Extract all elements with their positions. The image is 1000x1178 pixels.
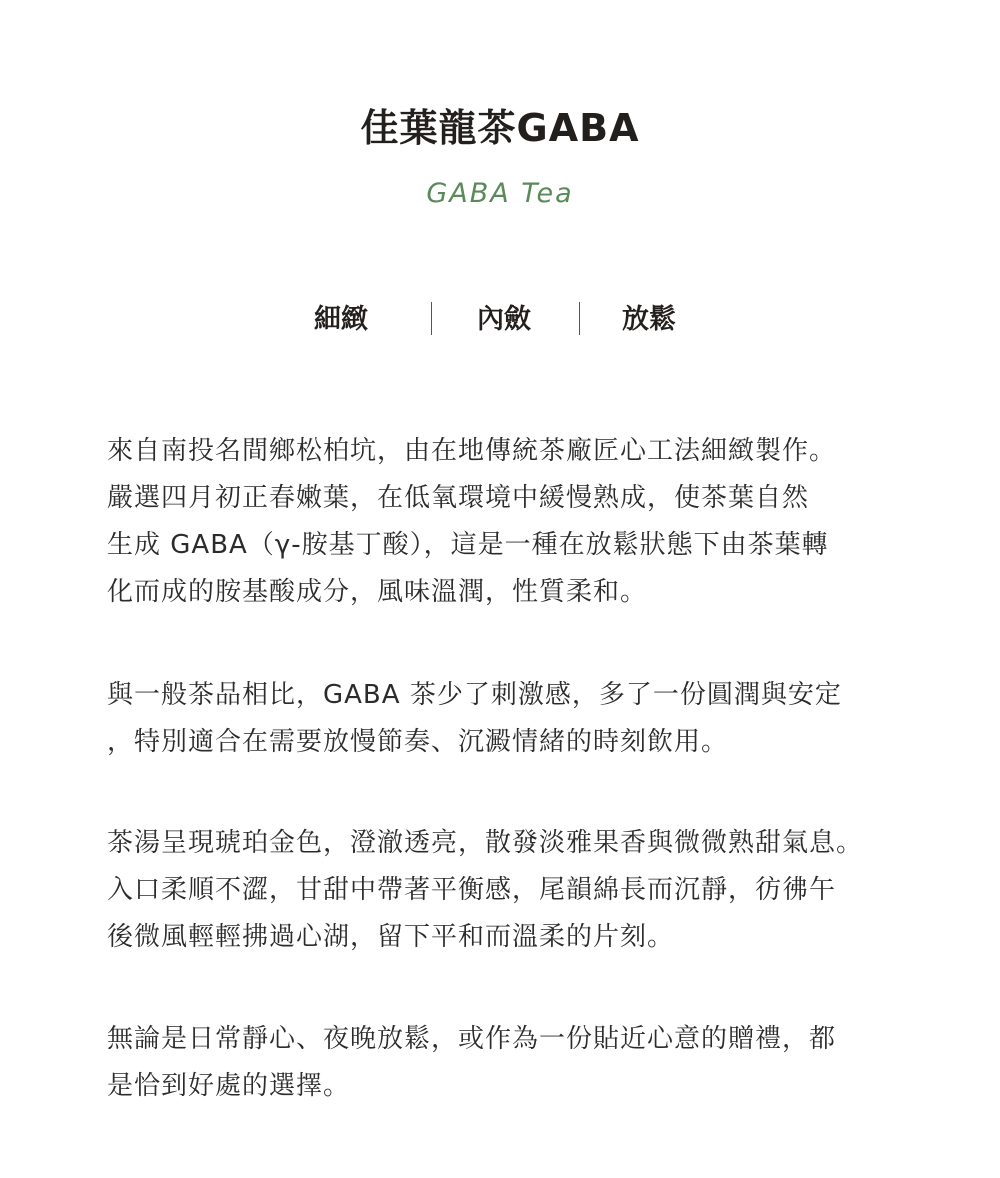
paragraph-comparison xyxy=(107,672,947,766)
keyword-divider xyxy=(431,302,432,335)
paragraph-line: 化而成的胺基酸成分，風味溫潤，性質柔和。 xyxy=(107,577,648,607)
paragraph-line: 來自南投名間鄉松柏坑，由在地傳統茶廠匠心工法細緻製作。 xyxy=(107,436,837,466)
product-title: 佳葉龍茶GABA xyxy=(360,106,640,150)
paragraph-line: 生成 GABA（γ-胺基丁酸），這是一種在放鬆狀態下由茶葉轉 xyxy=(107,530,829,560)
product-subtitle: GABA Tea xyxy=(426,178,574,209)
keyword-relaxing: 放鬆 xyxy=(622,304,676,335)
paragraph-line: 是恰到好處的選擇。 xyxy=(107,1071,351,1101)
keyword-delicate: 細緻 xyxy=(314,304,368,335)
paragraph-occasion xyxy=(107,1016,947,1110)
paragraph-line: 後微風輕輕拂過心湖，留下平和而溫柔的片刻。 xyxy=(107,922,675,952)
keyword-divider xyxy=(579,302,580,335)
keyword-row xyxy=(0,299,1000,341)
paragraph-line: 嚴選四月初正春嫩葉，在低氧環境中緩慢熟成，使茶葉自然 xyxy=(107,483,810,513)
paragraph-line: 入口柔順不澀，甘甜中帶著平衡感，尾韻綿長而沉靜，彷彿午 xyxy=(107,875,837,905)
paragraph-line: 茶湯呈現琥珀金色，澄澈透亮，散發淡雅果香與微微熟甜氣息。 xyxy=(107,828,864,858)
paragraph-line: ，特別適合在需要放慢節奏、沉澱情緒的時刻飲用。 xyxy=(107,727,729,757)
paragraph-line: 無論是日常靜心、夜晚放鬆，或作為一份貼近心意的贈禮，都 xyxy=(107,1024,837,1054)
paragraph-tasting xyxy=(107,820,947,961)
paragraph-origin xyxy=(107,428,947,616)
keyword-restrained: 內斂 xyxy=(477,304,531,335)
paragraph-line: 與一般茶品相比，GABA 茶少了刺激感，多了一份圓潤與安定 xyxy=(107,680,842,710)
